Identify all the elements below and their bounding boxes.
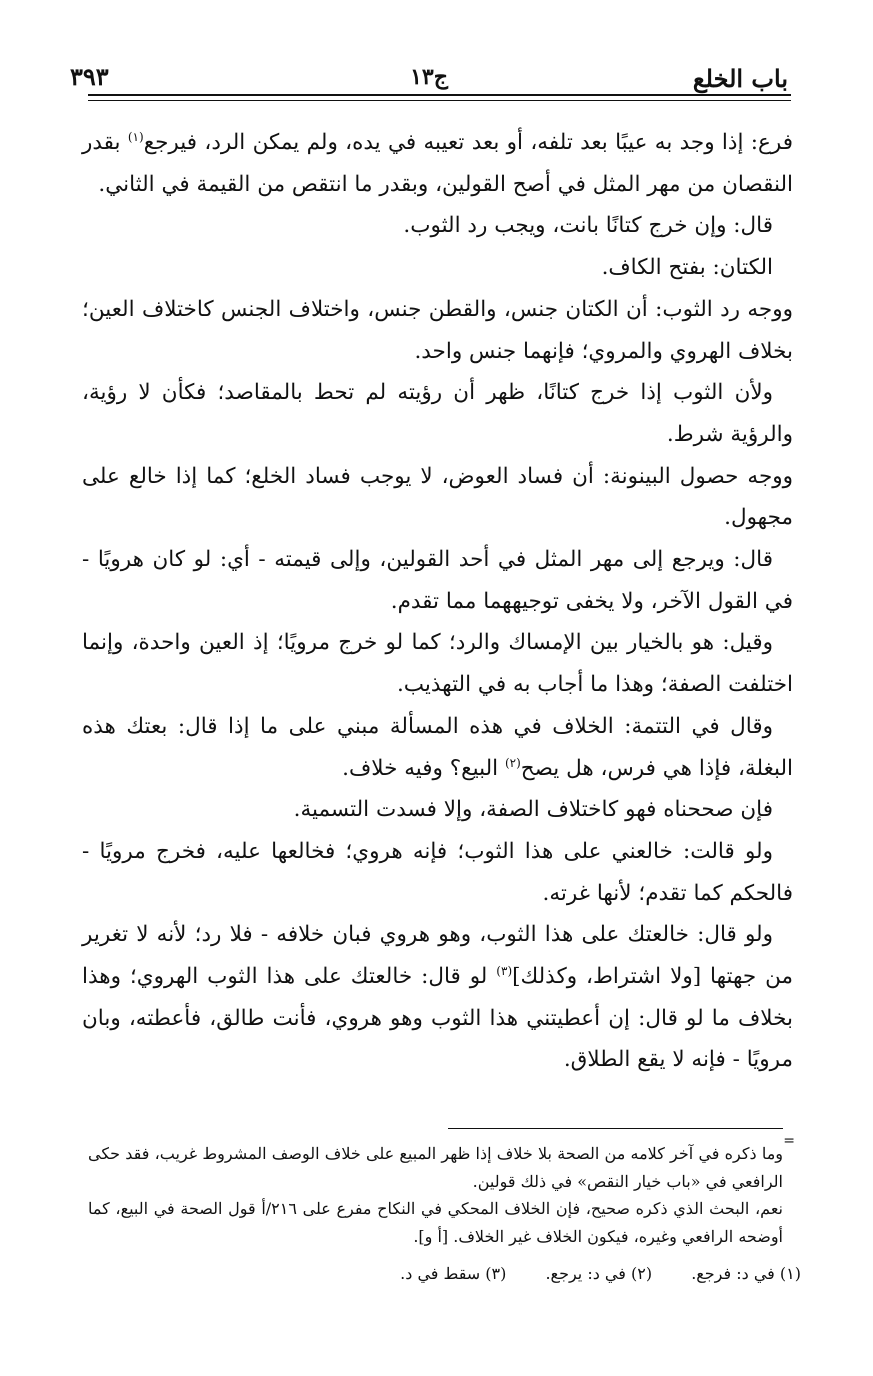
header-rule-thick — [88, 94, 791, 96]
paragraph-text: ولو قال: خالعتك على هذا الثوب، وهو هروي فبان خلافه - فلا رد؛ لأنه لا تغرير من جهتها [ولا اشتراط، وكذلك] — [82, 922, 793, 990]
paragraph — [82, 539, 793, 622]
paragraph — [82, 372, 793, 455]
footnote-paragraph: وما ذكره في آخر كلامه من الصحة بلا خلاف إذا ظهر المبيع على خلاف الوصف المشروط غريب، فقد حكى الرافعي في «باب خيار النقص» في ذلك قولين. — [88, 1144, 783, 1191]
paragraph-text: ولأن الثوب إذا خرج كتانًا، ظهر أن رؤيته لم تحط بالمقاصد؛ فكأن لا رؤية، والرؤية شرط. — [82, 380, 793, 447]
paragraph-text: قال: ويرجع إلى مهر المثل في أحد القولين، وإلى قيمته - أي: لو كان هرويًا - في القول الآخر، ولا يخفى توجيههما مما تقدم. — [82, 547, 793, 614]
paragraph-text: ووجه حصول البينونة: أن فساد العوض، لا يوجب فساد الخلع؛ كما إذا خالع على مجهول. — [82, 463, 793, 531]
paragraph-text: وقيل: هو بالخيار بين الإمساك والرد؛ كما لو خرج مرويًا؛ إذ العين واحدة، وإنما اختلفت الصفة؛ وهذا ما أجاب به في التهذيب. — [82, 630, 793, 698]
footnote-1: (١) في د: فرجع. — [691, 1264, 801, 1283]
footnote-separator — [448, 1128, 783, 1129]
paragraph-text: فإن صححناه فهو كاختلاف الصفة، وإلا فسدت التسمية. — [293, 797, 773, 823]
paragraph-text: ووجه رد الثوب: أن الكتان جنس، والقطن جنس، واختلاف الجنس كاختلاف العين؛ بخلاف الهروي والمروي؛ فإنهما جنس واحد. — [82, 296, 793, 364]
main-text — [82, 122, 793, 1081]
paragraph — [82, 914, 793, 1081]
paragraph — [82, 706, 793, 789]
paragraph-text: قال: وإن خرج كتانًا بانت، ويجب رد الثوب. — [403, 213, 773, 239]
footnote-paragraph: نعم، البحث الذي ذكره صحيح، فإن الخلاف المحكي في النكاح مفرع على ٢١٦/أ قول الصحة في البيع، كما أوضحه الرافعي وغيره، فيكون الخلاف غير الخلاف. [أ و]. — [88, 1199, 783, 1246]
paragraph-text: فرع: إذا وجد به عيبًا بعد تلفه، أو بعد تعيبه في يده، ولم يمكن الرد، فيرجع — [143, 130, 793, 155]
footnote-2: (٢) في د: يرجع. — [545, 1264, 653, 1283]
paragraph — [82, 122, 793, 205]
section-title: باب الخلع — [692, 64, 788, 93]
paragraph — [82, 789, 793, 831]
footnotes-area — [88, 1140, 783, 1250]
paragraph-text-tail: بقدر النقصان من مهر المثل في أصح القولين، وبقدر ما انتقص من القيمة في الثاني. — [82, 130, 793, 197]
paragraph-text-tail: البيع؟ وفيه خلاف. — [342, 755, 505, 781]
footnote-marker: (١) — [127, 129, 144, 144]
paragraph — [82, 622, 793, 705]
continuation-mark: = — [783, 1133, 795, 1149]
paragraph-text-tail: لو قال: خالعتك على هذا الثوب الهروي؛ وهذا بخلاف ما لو قال: إن أعطيتني هذا الثوب وهو هروي، فأنت طالق، فأعطته، وبان مرويًا - فإنه لا يقع الطلاق. — [82, 964, 793, 1073]
paragraph — [82, 205, 793, 247]
header-rule-thin — [88, 100, 791, 101]
paragraph — [82, 289, 793, 372]
footnote-marker: (٣) — [496, 963, 513, 978]
footnote-3: (٣) سقط في د. — [400, 1264, 507, 1283]
paragraph — [82, 456, 793, 539]
paragraph-text: ولو قالت: خالعني على هذا الثوب؛ فإنه هروي؛ فخالعها عليه، فخرج مرويًا - فالحكم كما تقدم؛ لأنها غرته. — [82, 838, 793, 906]
paragraph — [82, 831, 793, 914]
volume-number: ج١٣ — [410, 64, 448, 90]
footnote-list — [366, 1264, 801, 1283]
page-number: ٣٩٣ — [70, 62, 109, 91]
paragraph — [82, 247, 793, 289]
footnote-marker: (٢) — [504, 755, 521, 770]
paragraph-text: الكتان: بفتح الكاف. — [601, 255, 773, 281]
paragraph-text: وقال في التتمة: الخلاف في هذه المسألة مبني على ما إذا قال: بعتك هذه البغلة، فإذا هي فرس، هل يصح — [82, 713, 793, 781]
